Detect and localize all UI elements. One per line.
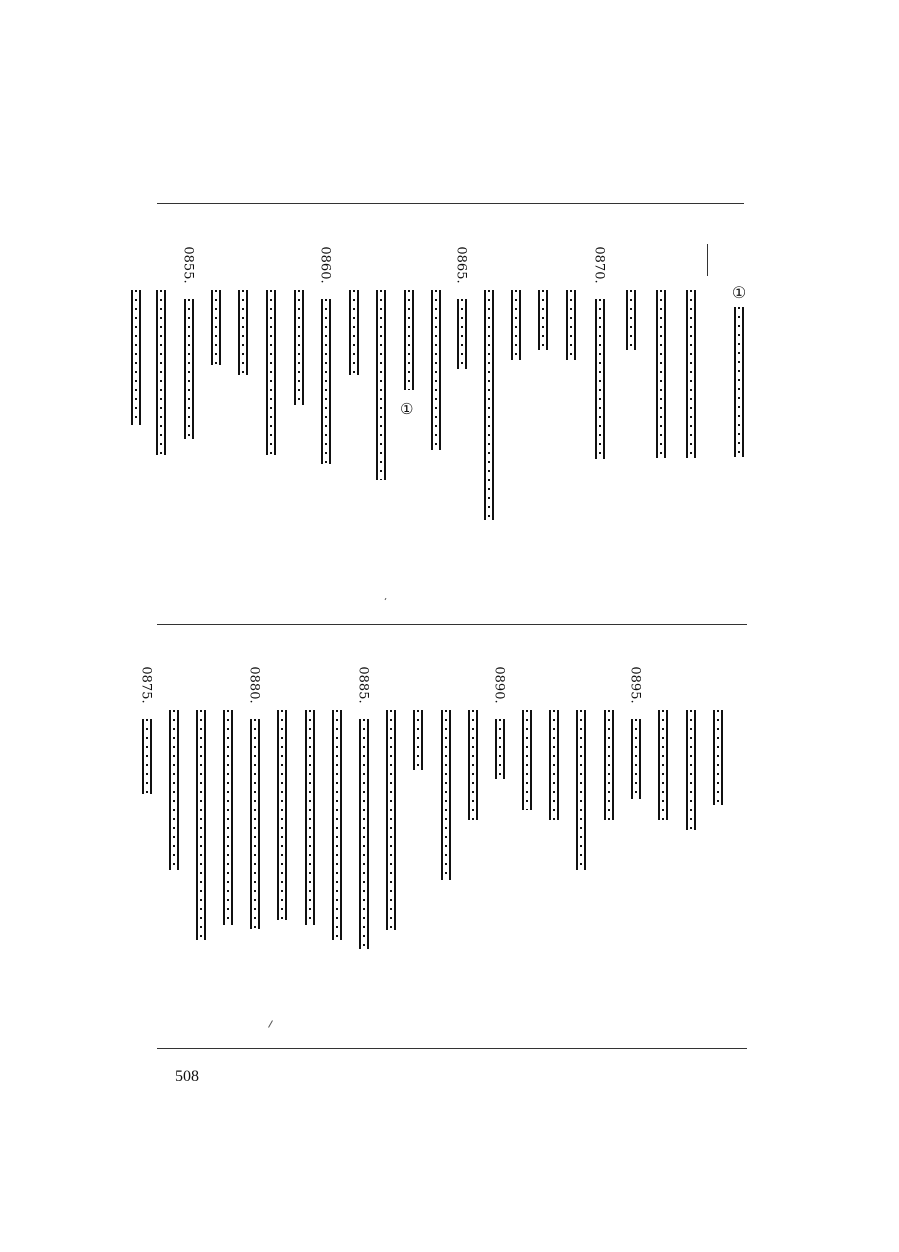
vertical-text-line	[321, 299, 331, 464]
vertical-text-line	[131, 290, 141, 425]
vertical-text-line	[686, 710, 696, 830]
vertical-text-line	[441, 710, 451, 880]
text-column	[163, 710, 185, 870]
text-column	[620, 290, 642, 350]
vertical-text-line	[604, 710, 614, 820]
text-column	[260, 290, 282, 455]
text-column	[217, 710, 239, 925]
text-column	[435, 710, 457, 880]
vertical-text-line	[349, 290, 359, 375]
text-column	[315, 245, 337, 464]
page-number: 508	[175, 1068, 199, 1085]
vertical-text-line	[238, 290, 248, 375]
text-column	[125, 290, 147, 425]
text-column	[650, 290, 672, 458]
text-column	[598, 710, 620, 820]
vertical-text-line	[413, 710, 423, 770]
line-number: 0860.	[318, 246, 334, 284]
footnote-separator	[707, 244, 708, 276]
text-column	[451, 245, 473, 369]
vertical-text-line	[538, 290, 548, 350]
vertical-text-line	[549, 710, 559, 820]
text-column	[462, 710, 484, 820]
vertical-text-line	[511, 290, 521, 360]
vertical-text-line	[211, 290, 221, 365]
text-column	[232, 290, 254, 375]
vertical-text-line	[658, 710, 668, 820]
footer-rule	[157, 1048, 747, 1049]
text-column	[570, 710, 592, 870]
vertical-text-line	[266, 290, 276, 455]
text-column	[271, 710, 293, 920]
text-column	[407, 710, 429, 770]
line-number: 0870.	[592, 246, 608, 284]
vertical-text-line	[404, 290, 414, 390]
line-number: 0875.	[139, 666, 155, 704]
vertical-text-line	[631, 719, 641, 799]
text-column	[150, 290, 172, 455]
text-column	[343, 290, 365, 375]
vertical-text-line	[376, 290, 386, 480]
text-column	[244, 665, 266, 929]
text-column	[178, 245, 200, 439]
stray-mark	[268, 1020, 273, 1027]
vertical-text-line	[332, 710, 342, 940]
text-column	[205, 290, 227, 365]
text-column	[398, 290, 420, 390]
vertical-text-line	[566, 290, 576, 360]
text-column	[190, 710, 212, 940]
footnote-marker: ①	[731, 283, 747, 302]
stray-mark	[385, 598, 387, 600]
vertical-text-line	[484, 290, 494, 520]
vertical-text-line	[686, 290, 696, 458]
vertical-text-line	[468, 710, 478, 820]
vertical-text-line	[576, 710, 586, 870]
text-column	[652, 710, 674, 820]
text-column	[707, 710, 729, 805]
text-column	[489, 665, 511, 779]
text-column	[532, 290, 554, 350]
text-column	[353, 665, 375, 949]
vertical-text-line	[142, 719, 152, 794]
text-column	[625, 665, 647, 799]
vertical-text-line	[431, 290, 441, 450]
vertical-text-line	[656, 290, 666, 458]
text-column	[560, 290, 582, 360]
line-number: 0880.	[247, 666, 263, 704]
line-number: 0855.	[181, 246, 197, 284]
vertical-text-line	[184, 299, 194, 439]
text-column	[516, 710, 538, 810]
text-column	[370, 290, 392, 480]
inline-footnote-marker: ①	[400, 400, 414, 418]
vertical-text-line	[169, 710, 179, 870]
text-column	[680, 710, 702, 830]
text-column	[380, 710, 402, 930]
vertical-text-line	[294, 290, 304, 405]
vertical-text-line	[495, 719, 505, 779]
vertical-text-line	[386, 710, 396, 930]
vertical-text-line	[277, 710, 287, 920]
vertical-text-line	[713, 710, 723, 805]
section-divider-rule	[157, 624, 747, 625]
vertical-text-line	[156, 290, 166, 455]
line-number: 0890.	[492, 666, 508, 704]
text-column	[478, 290, 500, 520]
text-column	[299, 710, 321, 925]
vertical-text-line	[595, 299, 605, 459]
text-column	[505, 290, 527, 360]
text-column	[543, 710, 565, 820]
header-rule	[157, 203, 744, 204]
vertical-text-line	[626, 290, 636, 350]
text-column	[288, 290, 310, 405]
vertical-text-line	[196, 710, 206, 940]
vertical-text-line	[457, 299, 467, 369]
vertical-text-line	[522, 710, 532, 810]
line-number: 0885.	[356, 666, 372, 704]
vertical-text-line	[305, 710, 315, 925]
footnote-column	[728, 285, 750, 457]
text-column	[136, 665, 158, 794]
text-column	[680, 290, 702, 458]
vertical-text-line	[359, 719, 369, 949]
line-number: 0865.	[454, 246, 470, 284]
text-column	[326, 710, 348, 940]
line-number: 0895.	[628, 666, 644, 704]
vertical-text-line	[250, 719, 260, 929]
vertical-text-line	[734, 307, 744, 457]
text-column	[589, 245, 611, 459]
text-column	[425, 290, 447, 450]
vertical-text-line	[223, 710, 233, 925]
